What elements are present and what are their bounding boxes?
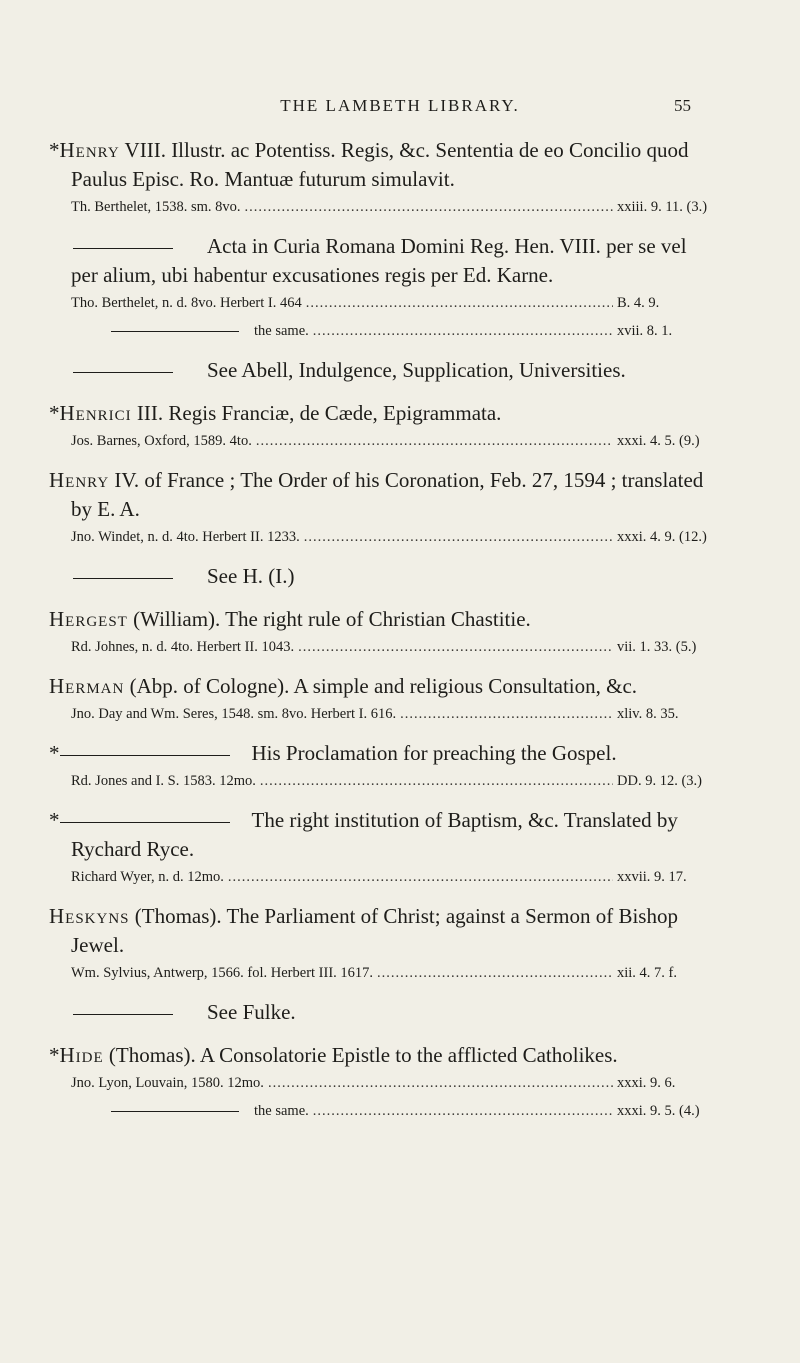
- catalogue-entry: [49, 320, 709, 342]
- ditto-rule: [73, 1014, 173, 1015]
- shelf-mark: xxvii. 9. 17.: [617, 869, 687, 885]
- catalogue-entry: [49, 562, 709, 591]
- ditto-rule: [111, 1111, 239, 1112]
- entry-heading: [49, 466, 709, 524]
- imprint-text: Richard Wyer, n. d. 12mo.: [71, 869, 224, 885]
- entry-heading: [49, 998, 709, 1027]
- entry-title: (Thomas). A Consolatorie Epistle to the afflicted Catholikes.: [103, 1043, 618, 1067]
- catalogue-entries: [49, 136, 709, 1136]
- entry-imprint: [49, 1072, 709, 1094]
- entry-title: (Abp. of Cologne). A simple and religious Consultation, &c.: [124, 674, 638, 698]
- entry-title: (Thomas). The Parliament of Christ; against a Sermon of Bishop Jewel.: [71, 904, 678, 957]
- imprint-text: Jno. Windet, n. d. 4to. Herbert II. 1233.: [71, 529, 300, 545]
- entry-star: *: [49, 741, 60, 765]
- leader-dots: [298, 636, 613, 658]
- entry-imprint: [49, 703, 709, 725]
- imprint-text: Tho. Berthelet, n. d. 8vo. Herbert I. 464: [71, 295, 302, 311]
- imprint-text: Jno. Lyon, Louvain, 1580. 12mo.: [71, 1075, 264, 1091]
- entry-star: *: [49, 808, 60, 832]
- catalogue-entry: [49, 136, 709, 218]
- entry-name: Hide: [59, 1043, 104, 1067]
- shelf-mark: xxiii. 9. 11. (3.): [617, 199, 708, 215]
- imprint-text: Rd. Johnes, n. d. 4to. Herbert II. 1043.: [71, 639, 295, 655]
- shelf-mark: xxxi. 9. 6.: [617, 1075, 676, 1091]
- page-number: 55: [674, 96, 691, 115]
- ditto-rule: [60, 755, 230, 756]
- entry-imprint: [49, 526, 709, 548]
- entry-title: Acta in Curia Romana Domini Reg. Hen. VIII. per se vel per alium, ubi habentur excusationes regis per Ed. Karne.: [71, 234, 687, 287]
- entry-imprint: [49, 866, 709, 888]
- shelf-mark: xvii. 8. 1.: [617, 323, 673, 339]
- entry-heading: [49, 399, 709, 428]
- imprint-text: the same.: [254, 1103, 309, 1119]
- imprint-text: Jos. Barnes, Oxford, 1589. 4to.: [71, 433, 252, 449]
- entry-name: Heskyns: [49, 904, 130, 928]
- imprint-text: Jno. Day and Wm. Seres, 1548. sm. 8vo. Herbert I. 616.: [71, 706, 397, 722]
- entry-heading: [49, 806, 709, 864]
- entry-name: Herman: [49, 674, 125, 698]
- entry-heading: [49, 739, 709, 768]
- entry-name: Henry: [59, 138, 120, 162]
- entry-imprint: [49, 636, 709, 658]
- entry-title: III. Regis Franciæ, de Cæde, Epigrammata.: [131, 401, 502, 425]
- shelf-mark: vii. 1. 33. (5.): [617, 639, 697, 655]
- entry-title: VIII. Illustr. ac Potentiss. Regis, &c. Sententia de eo Concilio quod Paulus Episc. Ro. Mantuæ futurum simulavit.: [71, 138, 689, 191]
- catalogue-entry: [49, 605, 709, 658]
- leader-dots: [306, 292, 613, 314]
- imprint-text: Rd. Jones and I. S. 1583. 12mo.: [71, 773, 256, 789]
- entry-title: (William). The right rule of Christian Chastitie.: [127, 607, 531, 631]
- entry-heading: [49, 562, 709, 591]
- entry-imprint: [49, 962, 709, 984]
- entry-star: *: [49, 401, 60, 425]
- entry-name: Hergest: [49, 607, 128, 631]
- ditto-rule: [111, 331, 239, 332]
- shelf-mark: DD. 9. 12. (3.): [617, 773, 702, 789]
- entry-heading: [49, 902, 709, 960]
- catalogue-entry: [49, 672, 709, 725]
- shelf-mark: xxxi. 9. 5. (4.): [617, 1103, 700, 1119]
- ditto-rule: [73, 578, 173, 579]
- entry-title: See Abell, Indulgence, Supplication, Universities.: [207, 358, 626, 382]
- catalogue-entry: [49, 466, 709, 548]
- leader-dots: [377, 962, 613, 984]
- leader-dots: [260, 770, 613, 792]
- ditto-rule: [60, 822, 230, 823]
- entry-heading: [49, 232, 709, 290]
- entry-title: See Fulke.: [207, 1000, 296, 1024]
- entry-title: IV. of France ; The Order of his Coronation, Feb. 27, 1594 ; translated by E. A.: [71, 468, 704, 521]
- entry-imprint: [49, 770, 709, 792]
- imprint-text: the same.: [254, 323, 309, 339]
- catalogue-entry: [49, 902, 709, 984]
- ditto-rule: [73, 372, 173, 373]
- imprint-text: Wm. Sylvius, Antwerp, 1566. fol. Herbert III. 1617.: [71, 965, 374, 981]
- ditto-rule: [73, 248, 173, 249]
- entry-name: Henry: [49, 468, 110, 492]
- entry-title: The right institution of Baptism, &c. Translated by Rychard Ryce.: [71, 808, 678, 861]
- entry-star: *: [49, 1043, 60, 1067]
- entry-heading: [49, 605, 709, 634]
- running-header: [0, 96, 800, 120]
- entry-title: See H. (I.): [207, 564, 295, 588]
- entry-heading: [49, 672, 709, 701]
- leader-dots: [400, 703, 613, 725]
- shelf-mark: B. 4. 9.: [617, 295, 660, 311]
- catalogue-entry: [49, 998, 709, 1027]
- entry-heading: [49, 356, 709, 385]
- imprint-text: Th. Berthelet, 1538. sm. 8vo.: [71, 199, 241, 215]
- catalogue-entry: [49, 356, 709, 385]
- entry-imprint: [49, 430, 709, 452]
- catalogue-entry: [49, 1041, 709, 1094]
- leader-dots: [313, 1100, 613, 1122]
- leader-dots: [313, 320, 613, 342]
- leader-dots: [304, 526, 613, 548]
- leader-dots: [228, 866, 613, 888]
- leader-dots: [245, 196, 613, 218]
- catalogue-entry: [49, 1100, 709, 1122]
- shelf-mark: xxxi. 4. 9. (12.): [617, 529, 707, 545]
- running-title: THE LAMBETH LIBRARY.: [280, 96, 520, 115]
- entry-heading: [49, 136, 709, 194]
- leader-dots: [268, 1072, 613, 1094]
- shelf-mark: xliv. 8. 35.: [617, 706, 679, 722]
- catalogue-entry: [49, 739, 709, 792]
- catalogue-entry: [49, 806, 709, 888]
- catalogue-entry: [49, 399, 709, 452]
- entry-name: Henrici: [59, 401, 132, 425]
- entry-title: His Proclamation for preaching the Gospel.: [251, 741, 617, 765]
- entry-imprint: [49, 196, 709, 218]
- catalogue-entry: [49, 232, 709, 314]
- entry-star: *: [49, 138, 60, 162]
- leader-dots: [256, 430, 613, 452]
- shelf-mark: xxxi. 4. 5. (9.): [617, 433, 700, 449]
- entry-imprint: [49, 292, 709, 314]
- entry-heading: [49, 1041, 709, 1070]
- shelf-mark: xii. 4. 7. f.: [617, 965, 678, 981]
